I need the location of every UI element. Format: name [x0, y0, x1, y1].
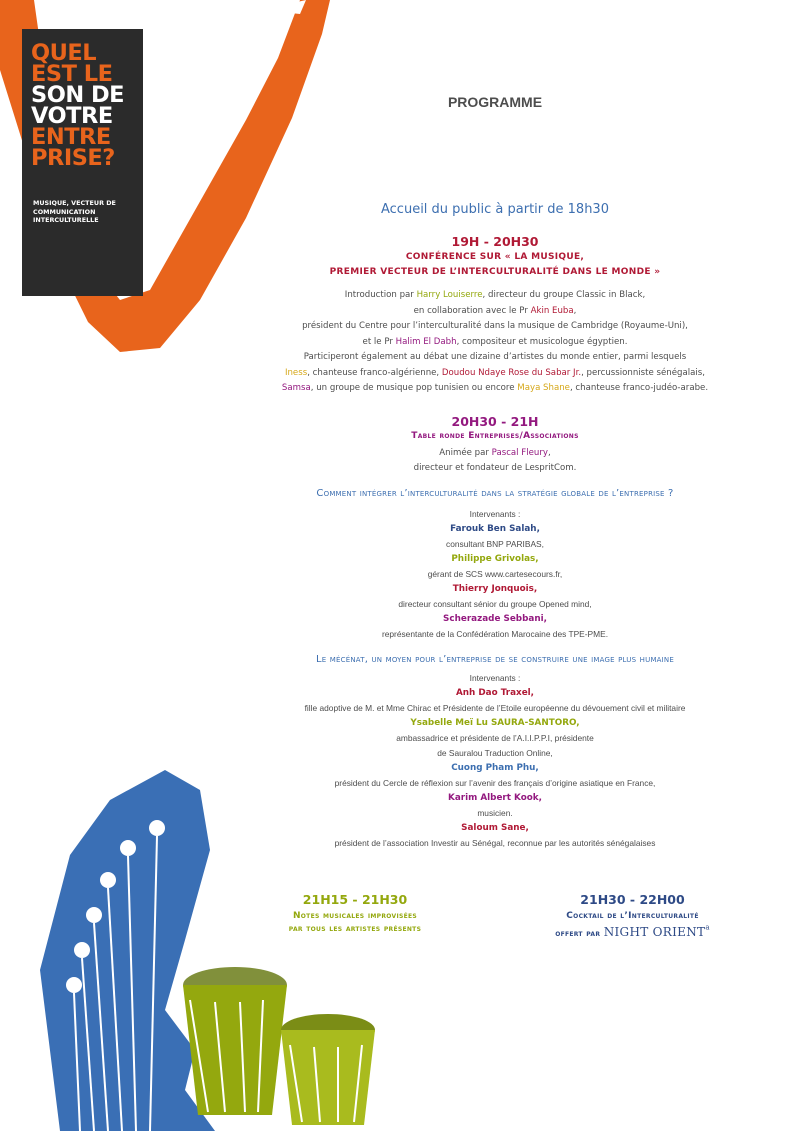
highlighted-name: Iness	[284, 367, 308, 378]
text-segment: , chanteuse franco-algérienne,	[307, 367, 442, 378]
block1-line	[220, 304, 770, 320]
programme-title: PROGRAMME	[447, 94, 543, 110]
highlighted-name: Halim El Dabh	[395, 336, 457, 347]
intervenants-label: Intervenants :	[469, 509, 521, 519]
logo-title-line: EST LE	[31, 61, 113, 87]
speaker-name: Thierry Jonquois,	[452, 584, 538, 594]
text-segment: en collaboration avec le Pr	[413, 305, 531, 316]
speaker-role: de Sauralou Traduction Online,	[437, 748, 553, 758]
logo-title-line: SON DE	[31, 82, 125, 108]
event-logo	[22, 29, 143, 296]
speaker-role: représentante de la Confédération Marocaine des TPE-PME.	[381, 629, 609, 639]
block2-moderator-role: directeur et fondateur de LespritCom.	[413, 463, 577, 473]
speaker-name: Saloum Sane,	[461, 823, 529, 833]
bottom-right-line1: Cocktail de l’Interculturalité	[566, 911, 699, 921]
block1-description	[220, 288, 770, 397]
block1-line	[220, 381, 770, 397]
text-segment: , directeur du groupe Classic in Black,	[482, 290, 646, 300]
speaker-role: consultant BNP PARIBAS,	[446, 539, 544, 549]
speaker-name: Cuong Pham Phu,	[451, 763, 539, 773]
bottom-left-line1: Notes musicales improvisées	[292, 911, 418, 921]
block1-title-line2: PREMIER VECTEUR DE L’INTERCULTURALITÉ DANS LE MONDE »	[329, 267, 661, 277]
intervenants-label: Intervenants :	[469, 673, 521, 683]
highlighted-name: Maya Shane	[517, 383, 570, 393]
offered-by-label: offert par	[555, 929, 604, 939]
logo-title-line: QUEL	[31, 40, 97, 66]
text-segment: Introduction par	[344, 290, 417, 300]
speaker-role: gérant de SCS www.cartesecours.fr,	[427, 569, 563, 579]
block1-line	[220, 288, 770, 304]
text-segment: et le Pr	[362, 336, 396, 347]
text-segment: , percussionniste sénégalais,	[581, 367, 706, 378]
highlighted-name: Doudou Ndaye Rose du Sabar Jr.	[441, 367, 582, 378]
text-segment: , chanteuse franco-judéo-arabe.	[569, 383, 709, 393]
bottom-left-time: 21H15 - 21H30	[302, 892, 408, 907]
moderator-suffix: ,	[548, 448, 551, 458]
question1-speakers	[220, 507, 770, 642]
highlighted-name: Samsa	[281, 383, 311, 393]
speaker-role: ambassadrice et présidente de l’A.I.I.P.P.I, présidente	[396, 733, 594, 743]
moderator-name: Pascal Fleury	[491, 448, 548, 458]
question1-title: Comment intégrer l’interculturalité dans la stratégie globale de l’entreprise ?	[316, 488, 674, 499]
question2-title: Le mécénat, un moyen pour l’entreprise de se construire une image plus humaine	[316, 654, 674, 665]
night-orient-brand: NIGHT ORIENT	[603, 925, 706, 939]
logo-subtitle: MUSIQUE, VECTEUR DE COMMUNICATION INTERCULTURELLE	[33, 199, 116, 224]
block1-line	[220, 350, 770, 366]
highlighted-name: Akin Euba	[530, 305, 574, 316]
block1-line	[220, 319, 770, 335]
logo-title-line: ENTRE	[31, 124, 111, 150]
speaker-role: musicien.	[477, 808, 513, 818]
text-segment: , un groupe de musique pop tunisien ou encore	[310, 383, 518, 393]
question2-speakers	[220, 671, 770, 851]
speaker-role: président de l’association Investir au Sénégal, reconnue par les autorités sénégalaises	[334, 838, 656, 848]
speaker-name: Anh Dao Traxel,	[455, 688, 535, 698]
text-segment: ,	[573, 305, 577, 316]
text-segment: , compositeur et musicologue égyptien.	[456, 336, 628, 347]
logo-title-line: VOTRE	[31, 103, 113, 129]
bottom-left-line2: par tous les artistes présents	[288, 924, 422, 934]
logo-title	[31, 40, 143, 171]
speaker-role: président du Cercle de réflexion sur l’avenir des français d’origine asiatique en France,	[334, 778, 656, 788]
block2-moderator	[220, 446, 770, 462]
highlighted-name: Harry Louiserre	[416, 290, 483, 300]
speaker-role: directeur consultant sénior du groupe Opened mind,	[398, 599, 592, 609]
bottom-right-block	[515, 892, 750, 940]
block2-time: 20H30 - 21H	[451, 414, 539, 429]
welcome-time: Accueil du public à partir de 18h30	[381, 202, 609, 217]
speaker-name: Ysabelle Meï Lu SAURA-SANTORO,	[410, 718, 580, 728]
block2-title: Table ronde Entreprises/Associations	[411, 431, 579, 441]
speaker-name: Farouk Ben Salah,	[450, 524, 540, 534]
logo-title-line: PRISE?	[31, 145, 115, 171]
block1-title-line1: CONFÉRENCE SUR « LA MUSIQUE,	[405, 252, 585, 262]
text-segment: président du Centre pour l’interculturalité dans la musique de Cambridge (Royaume-Uni),	[302, 321, 688, 331]
bottom-left-block	[245, 892, 465, 934]
night-orient-brand-sup: a	[705, 923, 710, 932]
speaker-name: Philippe Grivolas,	[451, 554, 539, 564]
bottom-right-line2	[515, 921, 750, 940]
bottom-right-time: 21H30 - 22H00	[580, 892, 685, 907]
block1-time: 19H - 20H30	[451, 234, 539, 249]
block1-line	[220, 366, 770, 382]
speaker-role: fille adoptive de M. et Mme Chirac et Présidente de l’Etoile européenne du dévouement civil et militaire	[304, 703, 686, 713]
speaker-name: Scherazade Sebbani,	[443, 614, 547, 624]
speaker-name: Karim Albert Kook,	[448, 793, 542, 803]
text-segment: Participeront également au débat une dizaine d’artistes du monde entier, parmi lesquels	[303, 352, 687, 362]
block1-line	[220, 335, 770, 351]
moderator-prefix: Animée par	[439, 448, 492, 458]
